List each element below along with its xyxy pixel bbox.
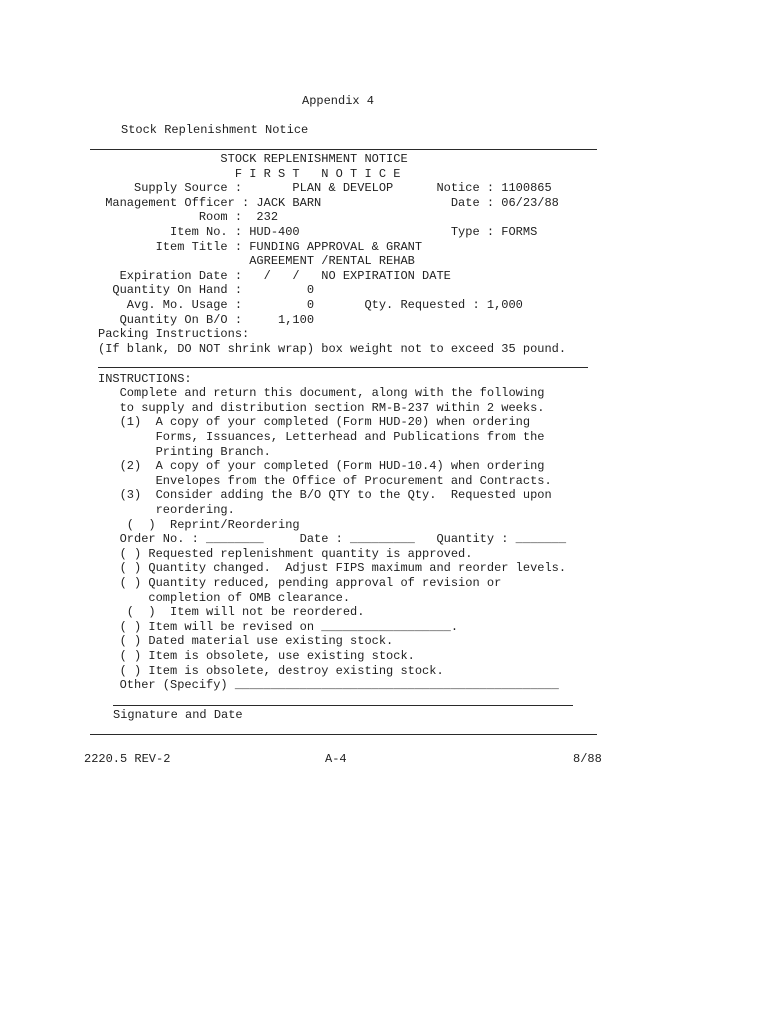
checkbox-line-revised: ( ) Item will be revised on __________________. [98, 619, 459, 634]
room-line: Room : 232 [98, 210, 279, 225]
checkbox-line-dated-material: ( ) Dated material use existing stock. [98, 634, 394, 649]
checkbox-line-approved: ( ) Requested replenishment quantity is approved. [98, 546, 473, 561]
signature-label: Signature and Date [113, 708, 243, 722]
avg-usage-line: Avg. Mo. Usage : 0 Qty. Requested : 1,000 [98, 298, 523, 312]
footer-page-number: A-4 [325, 752, 347, 766]
checkbox-line-quantity-reduced-continued: completion of OMB clearance. [98, 590, 351, 605]
first-notice-heading: F I R S T N O T I C E [98, 166, 401, 181]
packing-instructions-text: (If blank, DO NOT shrink wrap) box weight not to exceed 35 pound. [98, 341, 567, 356]
instruction-item-1: (1) A copy of your completed (Form HUD-20) when ordering [98, 415, 531, 430]
checkbox-line-obsolete-use: ( ) Item is obsolete, use existing stock. [98, 649, 415, 663]
management-officer-line: Management Officer : JACK BARN Date : 06/23/88 [98, 195, 559, 210]
footer-form-number: 2220.5 REV-2 [84, 752, 171, 766]
appendix-label: Appendix 4 [302, 94, 375, 108]
instruction-item-3-continued: reordering. [98, 503, 235, 517]
bottom-divider [90, 734, 597, 735]
instructions-line: to supply and distribution section RM-B-237 within 2 weeks. [98, 400, 545, 415]
signature-line [113, 705, 573, 706]
instruction-item-1-continued: Printing Branch. [98, 444, 271, 459]
checkbox-line-quantity-changed: ( ) Quantity changed. Adjust FIPS maximum and reorder levels. [98, 561, 567, 576]
quantity-on-hand-line: Quantity On Hand : 0 [98, 283, 315, 298]
instruction-item-2: (2) A copy of your completed (Form HUD-10.4) when ordering [98, 459, 545, 474]
item-title-line: Item Title : FUNDING APPROVAL & GRANT [98, 239, 423, 254]
notice-heading: STOCK REPLENISHMENT NOTICE [98, 152, 408, 166]
checkbox-line-obsolete-destroy: ( ) Item is obsolete, destroy existing stock. [98, 663, 444, 678]
instructions-heading: INSTRUCTIONS: [98, 371, 192, 386]
other-specify-line: Other (Specify) _____________________________________________ [98, 678, 559, 693]
instruction-item-2-continued: Envelopes from the Office of Procurement and Contracts. [98, 473, 552, 488]
item-title-continued-line: AGREEMENT /RENTAL REHAB [98, 254, 415, 269]
page-title: Stock Replenishment Notice [121, 123, 309, 137]
instruction-item-1-continued: Forms, Issuances, Letterhead and Publications from the [98, 430, 545, 444]
expiration-date-line: Expiration Date : / / NO EXPIRATION DATE [98, 268, 451, 283]
packing-instructions-label: Packing Instructions: [98, 327, 250, 342]
instruction-item-3: (3) Consider adding the B/O QTY to the Qty. Requested upon [98, 488, 552, 503]
checkbox-line-quantity-reduced: ( ) Quantity reduced, pending approval of revision or [98, 576, 502, 590]
quantity-on-bo-line: Quantity On B/O : 1,100 [98, 312, 315, 327]
item-no-line: Item No. : HUD-400 Type : FORMS [98, 225, 538, 239]
reprint-reordering-checkbox-line: ( ) Reprint/Reordering [98, 517, 300, 532]
checkbox-line-not-reordered: ( ) Item will not be reordered. [98, 605, 365, 620]
middle-divider [98, 367, 588, 368]
top-divider [90, 149, 597, 150]
supply-source-line: Supply Source : PLAN & DEVELOP Notice : 1100865 [98, 181, 552, 196]
order-fields-line: Order No. : ________ Date : _________ Quantity : _______ [98, 532, 567, 547]
footer-date: 8/88 [573, 752, 602, 766]
instructions-line: Complete and return this document, along with the following [98, 386, 545, 401]
